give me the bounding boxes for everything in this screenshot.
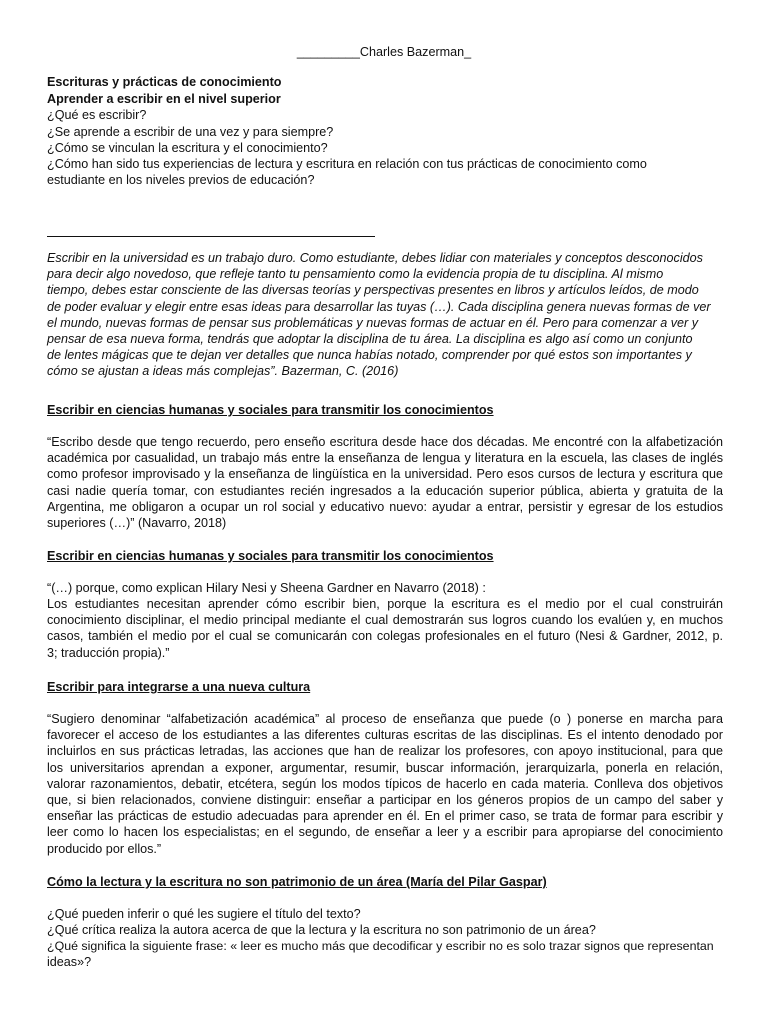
- section-heading: Escribir en ciencias humanas y sociales para transmitir los conocimientos: [47, 403, 494, 417]
- paragraph-line: incluirlos en sus prácticas letradas, las acciones que han de realizar los profesores, con apoyo institucional, para que: [47, 744, 723, 759]
- quote-line: el mundo, nuevas formas de pensar sus problemáticas y nuevas formas de actuar en él. Pero para comenzar a ver y: [47, 315, 699, 330]
- paragraph-line: conocimiento disciplinar, el medio principal mediante el cual demostrarán sus logros cuando los evalúen y, en muchos: [47, 613, 723, 628]
- paragraph-line: Argentina, me obligaron a ocupar un rol social y educativo nuevo: ayudar a entrar, persistir y egresar de los estudios: [47, 499, 723, 514]
- quote-line: tiempo, debes estar consciente de las diversas teorías y perspectivas presentes en libros y artículos leídos, de modo: [47, 283, 699, 298]
- alfabetizacion-quote: [47, 711, 723, 857]
- intro-question: ¿Qué es escribir?: [47, 108, 147, 122]
- question-line: ¿Qué significa la siguiente frase: « leer es mucho más que decodificar y escribir no es solo trazar signos que representan: [47, 939, 714, 953]
- question-line: ideas»?: [47, 955, 92, 969]
- paragraph-line: superiores (…)” (Navarro, 2018): [47, 515, 227, 530]
- quote-line: de lentes mágicas que te dejan ver detalles que nunca habías notado, comprender por qué estos son importantes y: [47, 348, 692, 363]
- navarro-quote: [47, 434, 723, 531]
- paragraph-line: leer como lo hacen los especialistas; en el segundo, de enseñar a leer y a escribir para apropiarse del conocimiento: [47, 825, 723, 840]
- section-heading: Escribir en ciencias humanas y sociales para transmitir los conocimientos: [47, 549, 494, 563]
- paragraph-line: casos, también el medio por el cual se comunicarán con colegas profesionales en el futuro (Nesi & Gardner, 2012, p.: [47, 629, 723, 644]
- quote-line: cómo se ajustan a ideas más complejas”. Bazerman, C. (2016): [47, 364, 399, 379]
- paragraph-line: favorecer el acceso de los estudiantes a las diferentes culturas escritas de las disciplinas. Es el intento denodado por: [47, 728, 723, 743]
- quote-line: de poder evaluar y elegir entre esas ideas para desarrollar las tuyas (…). Cada disciplina genera nuevas formas de ver: [47, 299, 711, 314]
- quote-line: Escribir en la universidad es un trabajo duro. Como estudiante, debes lidiar con materiales y conceptos desconocidos: [47, 251, 703, 265]
- paragraph-line: enseñar las prácticas de estudio adecuadas para aprender en él. En el primer caso, se trata de formar para escribir y: [47, 809, 723, 824]
- paragraph-line: “Sugiero denominar “alfabetización académica” al proceso de enseñanza que puede (o ) ponerse en marcha para: [47, 712, 723, 726]
- intro-title-1: Escrituras y prácticas de conocimiento: [47, 75, 282, 89]
- section-intro-line: “(…) porque, como explican Hilary Nesi y Sheena Gardner en Navarro (2018) :: [47, 581, 486, 595]
- nesi-gardner-quote: [47, 596, 723, 661]
- paragraph-line: Los estudiantes necesitan aprender cómo escribir bien, porque la escritura es el medio por el cual construirán: [47, 597, 723, 611]
- paragraph-line: 3; traducción propia).”: [47, 645, 170, 660]
- paragraph-line: “Escribo desde que tengo recuerdo, pero enseño escritura desde hace dos décadas. Me encontré con la alfabetización: [47, 435, 723, 449]
- intro-question: ¿Se aprende a escribir de una vez y para siempre?: [47, 125, 334, 139]
- intro-question: ¿Cómo han sido tus experiencias de lectura y escritura en relación con tus prácticas de conocimiento como: [47, 157, 647, 171]
- paragraph-line: producido por ellos.”: [47, 841, 162, 856]
- question-line: ¿Qué crítica realiza la autora acerca de que la lectura y la escritura no son patrimonio de un área?: [47, 923, 596, 937]
- horizontal-rule: [47, 236, 375, 237]
- section-heading: Cómo la lectura y la escritura no son patrimonio de un área (María del Pilar Gaspar): [47, 875, 547, 889]
- author-line: _________Charles Bazerman_: [296, 45, 472, 59]
- paragraph-line: casi nadie quería tomar, con estudiantes recién ingresados a la educación superior pública, abierta y gratuita de la: [47, 483, 723, 498]
- bazerman-quote: [47, 250, 723, 380]
- quote-line: para decir algo novedoso, que refleje tanto tu pensamiento como la evidencia propia de tu disciplina. Al mismo: [47, 267, 664, 282]
- section-heading: Escribir para integrarse a una nueva cultura: [47, 680, 311, 694]
- paragraph-line: que, si bien relacionados, conviene distinguir: enseñar a participar en los géneros propios de un campo del saber y: [47, 792, 723, 807]
- paragraph-line: los universitarios aprendan a exponer, argumentar, resumir, buscar información, jerarquizarla, ponerla en relación,: [47, 760, 723, 775]
- intro-question: ¿Cómo se vinculan la escritura y el conocimiento?: [47, 141, 328, 155]
- quote-line: pensar de esa nueva forma, tendrás que adoptar la disciplina de tu área. La disciplina es algo así como un conjunto: [47, 331, 693, 346]
- paragraph-line: académica por casualidad, un trabajo más entre la enseñanza de lengua y literatura en la escuela, las clases de inglés: [47, 451, 723, 466]
- intro-title-2: Aprender a escribir en el nivel superior: [47, 92, 281, 106]
- intro-question: estudiante en los niveles previos de educación?: [47, 173, 315, 187]
- paragraph-line: valorar razonamientos, debatir, etcétera, según los modos típicos de hacerlo en cada materia. Conlleva dos objetivos: [47, 776, 723, 791]
- question-line: ¿Qué pueden inferir o qué les sugiere el título del texto?: [47, 907, 361, 921]
- paragraph-line: como profesor improvisado y la enseñanza de lingüística en la universidad. Pero esos cursos de lectura y escritura que: [47, 467, 723, 482]
